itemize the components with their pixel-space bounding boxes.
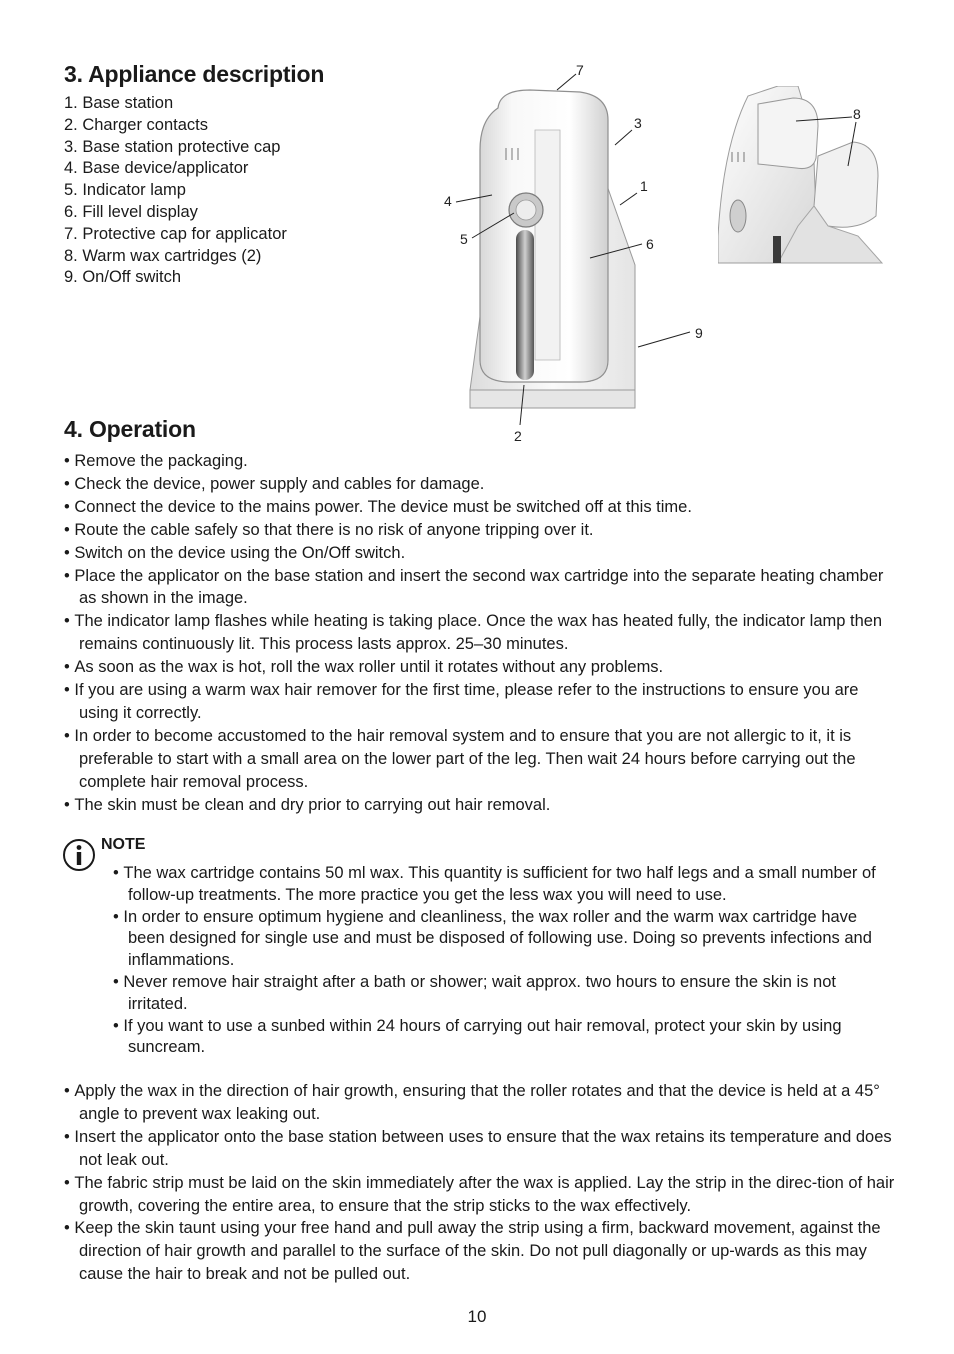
list-item: • The wax cartridge contains 50 ml wax. This quantity is sufficient for two half legs and a small number of follow-up treatments. The more practice you get the less wax you will need to use. — [113, 863, 893, 907]
note-title: NOTE — [101, 836, 146, 853]
list-item: • Connect the device to the mains power. The device must be switched off at this time. — [64, 496, 894, 519]
list-item: • Never remove hair straight after a bath or shower; wait approx. two hours to ensure the skin is not irritated. — [113, 972, 893, 1016]
part-item: 5. Indicator lamp — [64, 181, 186, 200]
list-item: • The fabric strip must be laid on the skin immediately after the wax is applied. Lay the strip in the direc-tion of hair growth, covering the entire area, to ensure that the strip sticks to the wax effectively. — [64, 1172, 896, 1218]
list-item: • If you want to use a sunbed within 24 hours of carrying out hair removal, protect your skin by using suncream. — [113, 1016, 893, 1060]
callout-9: 9 — [695, 325, 703, 341]
note-list — [113, 863, 893, 1059]
list-item: • If you are using a warm wax hair remover for the first time, please refer to the instructions to ensure you are using it correctly. — [64, 679, 894, 725]
list-item: • Check the device, power supply and cables for damage. — [64, 473, 894, 496]
section-3-title: 3. Appliance description — [64, 61, 325, 87]
part-item: 1. Base station — [64, 94, 174, 112]
list-item: • As soon as the wax is hot, roll the wax roller until it rotates without any problems. — [64, 656, 894, 679]
operation-steps-list — [64, 450, 894, 817]
part-item: 8. Warm wax cartridges (2) — [64, 246, 262, 265]
info-icon — [62, 838, 96, 872]
page-number: 10 — [467, 1307, 487, 1326]
list-item: • Place the applicator on the base station and insert the second wax cartridge into the separate heating chamber as shown in the image. — [64, 565, 894, 611]
section-4-title: 4. Operation — [64, 416, 196, 442]
list-item: • Remove the packaging. — [64, 450, 894, 473]
callout-7: 7 — [576, 62, 584, 78]
callout-3: 3 — [634, 115, 642, 131]
appliance-illustration — [440, 60, 720, 450]
callout-5: 5 — [460, 231, 468, 247]
parts-list — [64, 93, 287, 289]
list-item: • The skin must be clean and dry prior to carrying out hair removal. — [64, 794, 894, 817]
part-item: 4. Base device/applicator — [64, 159, 249, 178]
operation-steps-list-continued — [64, 1080, 896, 1286]
list-item: • Switch on the device using the On/Off switch. — [64, 542, 894, 565]
callout-1: 1 — [640, 178, 648, 194]
part-item: 7. Protective cap for applicator — [64, 224, 287, 243]
callout-8: 8 — [853, 106, 861, 122]
part-item: 9. On/Off switch — [64, 268, 182, 287]
list-item: • Insert the applicator onto the base station between uses to ensure that the wax retains its temperature and does not leak out. — [64, 1126, 896, 1172]
list-item: • In order to become accustomed to the hair removal system and to ensure that you are not allergic to it, it is preferable to start with a small area on the lower part of the leg. Then wait 24 hours before carrying out the complete hair removal process. — [64, 725, 894, 794]
callout-4: 4 — [444, 193, 452, 209]
list-item: • Keep the skin taunt using your free hand and pull away the strip using a firm, backward movement, against the direction of hair growth and parallel to the surface of the skin. Do not pull diagonally or up-wards as this may cause the hair to break and not be pulled out. — [64, 1217, 896, 1286]
callout-2: 2 — [514, 428, 522, 444]
list-item: • The indicator lamp flashes while heating is taking place. Once the wax has heated fully, the indicator lamp then remains continuously lit. This process lasts approx. 25–30 minutes. — [64, 610, 894, 656]
part-item: 6. Fill level display — [64, 202, 198, 221]
cartridge-detail-photo — [718, 86, 888, 266]
callout-6: 6 — [646, 236, 654, 252]
part-item: 3. Base station protective cap — [64, 137, 281, 156]
part-item: 2. Charger contacts — [64, 115, 208, 134]
list-item: • In order to ensure optimum hygiene and cleanliness, the wax roller and the warm wax cartridge have been designed for single use and must be disposed of following use. Doing so prevents infections and inflammations. — [113, 907, 893, 972]
list-item: • Route the cable safely so that there is no risk of anyone tripping over it. — [64, 519, 894, 542]
list-item: • Apply the wax in the direction of hair growth, ensuring that the roller rotates and that the device is held at a 45° angle to prevent wax leaking out. — [64, 1080, 896, 1126]
